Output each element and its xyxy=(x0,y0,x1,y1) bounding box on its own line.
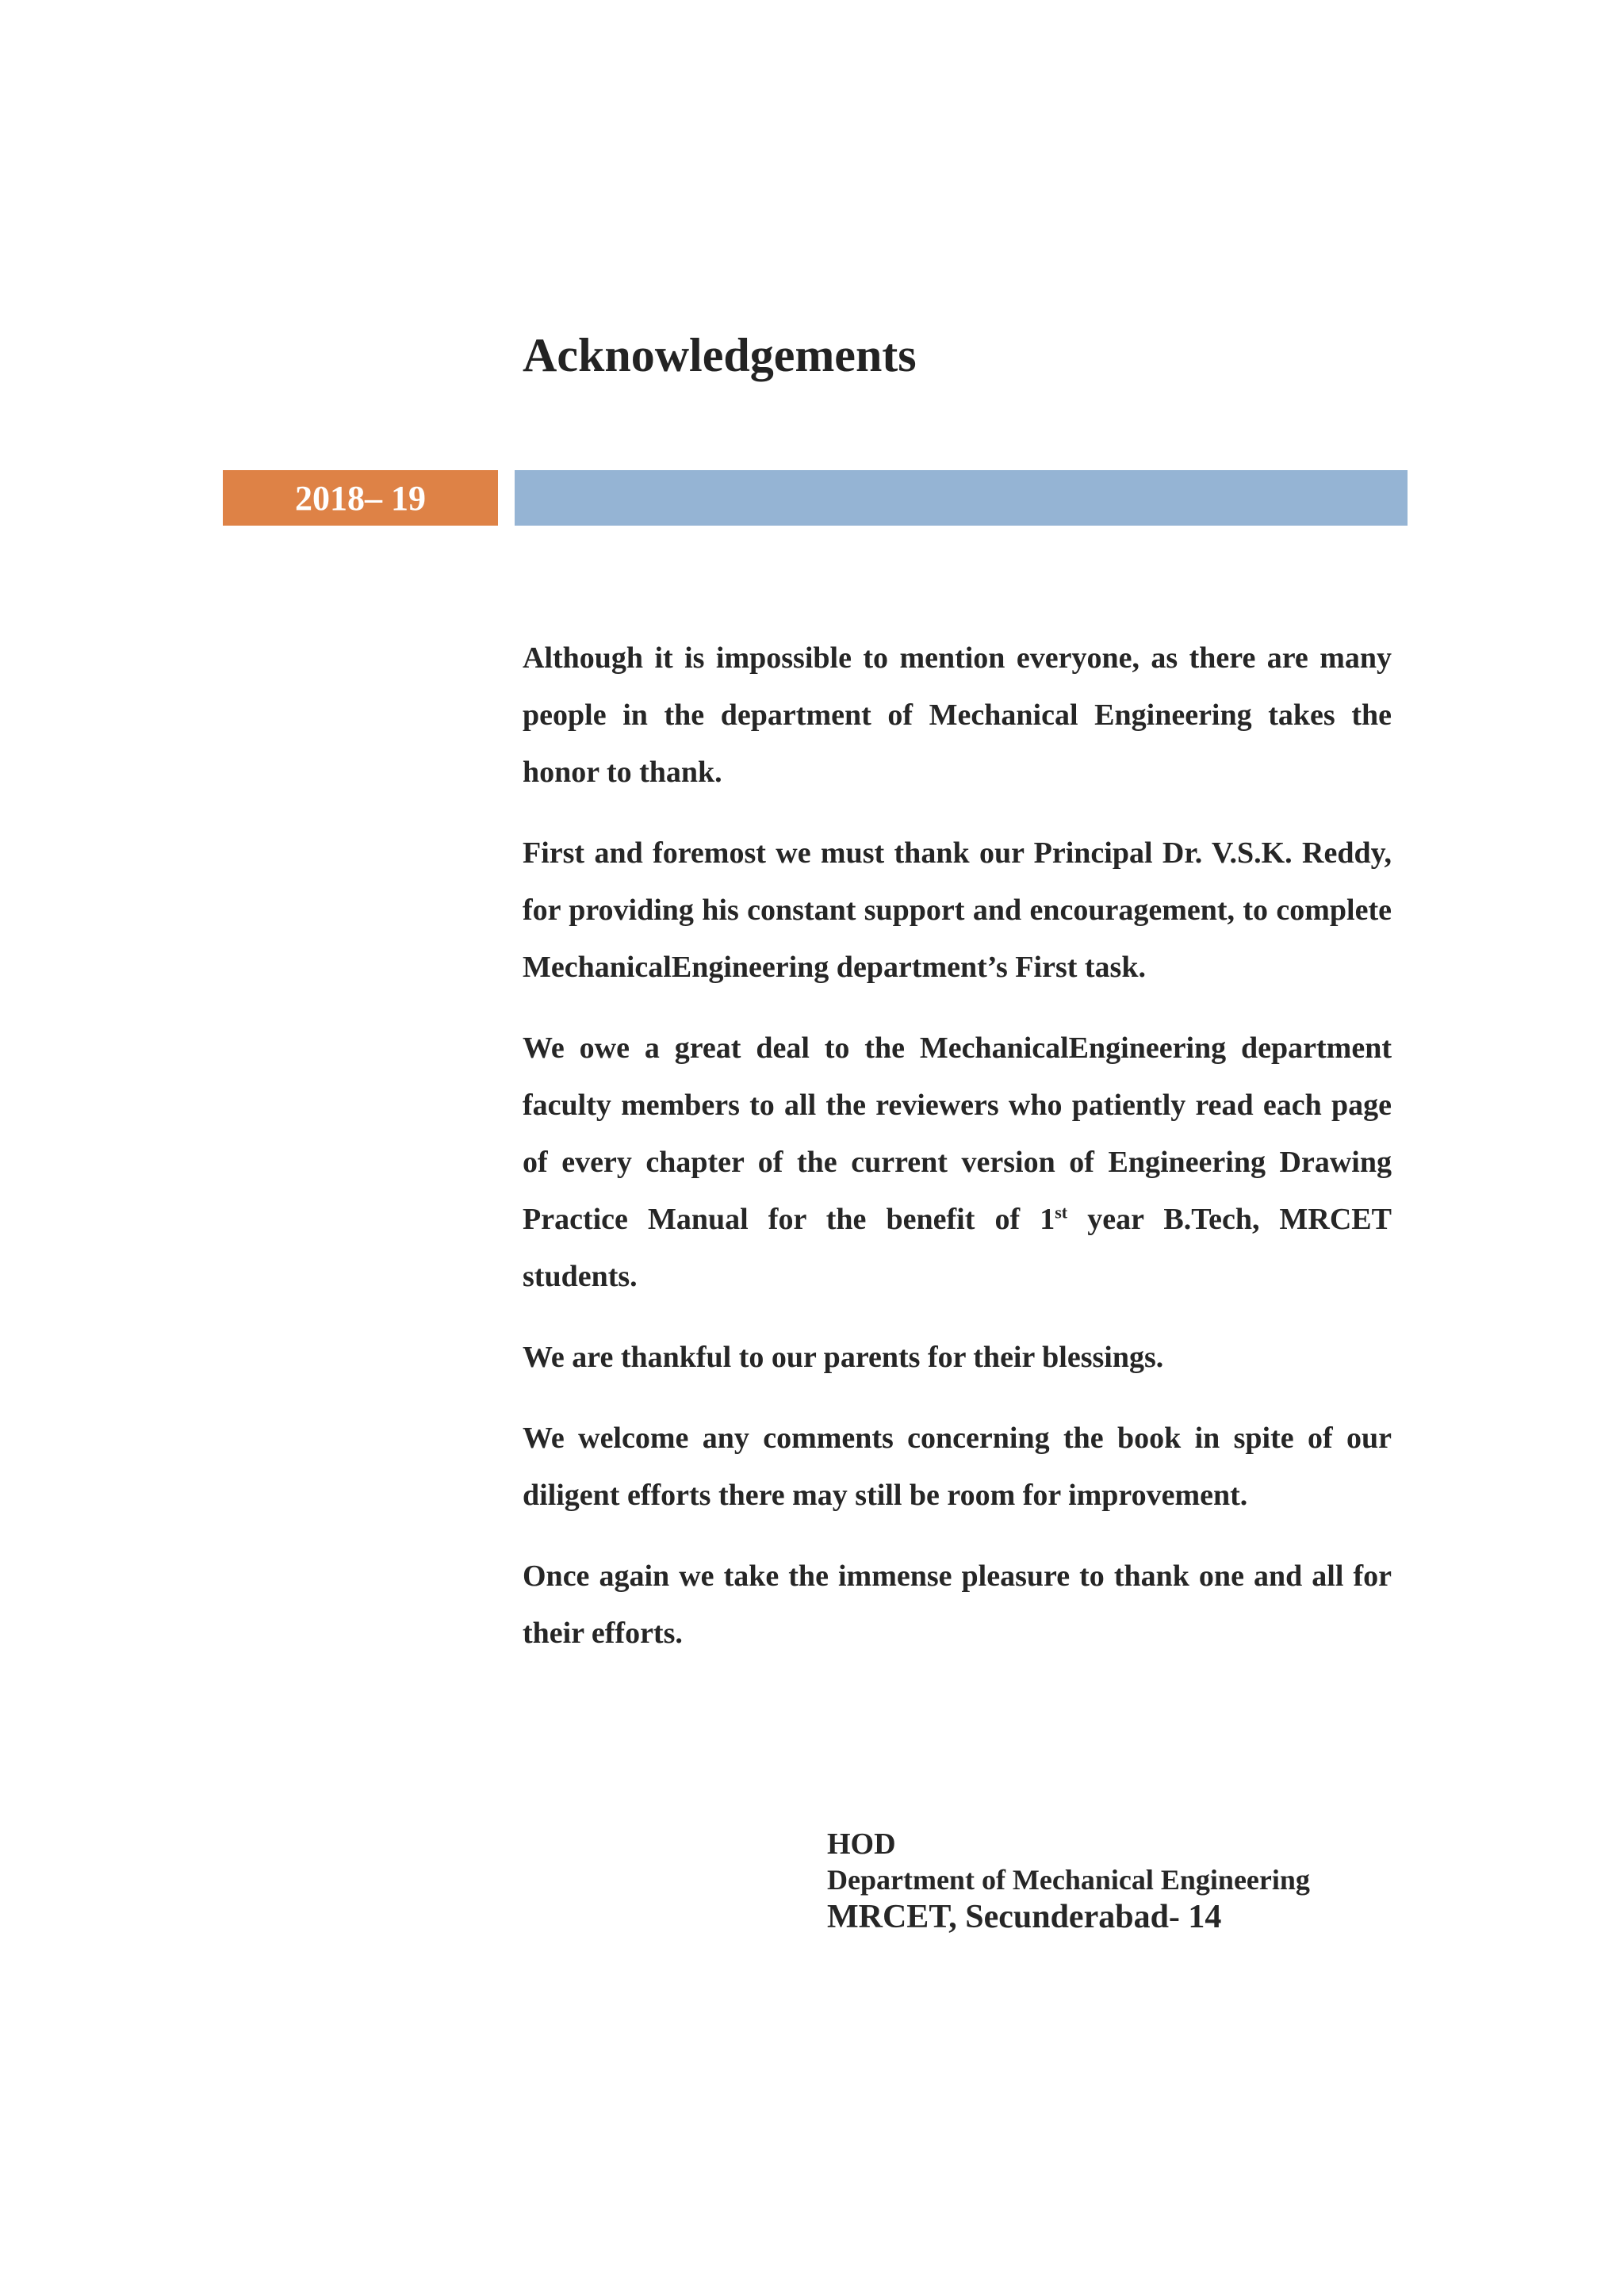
signature-place: MRCET, Secunderabad- 14 xyxy=(827,1899,1222,1935)
header-bar xyxy=(515,470,1408,526)
ordinal-superscript: st xyxy=(1055,1202,1068,1223)
paragraph-faculty-tail: year B.Tech, MRCET students. xyxy=(523,1203,1392,1293)
page-title: Acknowledgements xyxy=(523,329,917,381)
paragraph-closing: Once again we take the immense pleasure to thank one and all for their efforts. xyxy=(523,1559,1392,1650)
paragraph-intro: Although it is impossible to mention everyone, as there are many people in the department of Mechanical Engineering takes the honor to thank. xyxy=(523,641,1392,789)
paragraph-principal: First and foremost we must thank our Principal Dr. V.S.K. Reddy, for providing his constant support and encouragement, to complete MechanicalEngineering department’s First task. xyxy=(523,836,1392,984)
acknowledgement-body xyxy=(523,629,1392,1686)
signature-block xyxy=(827,1826,1310,1937)
signature-role: HOD xyxy=(827,1827,896,1861)
year-label: 2018– 19 xyxy=(295,478,426,518)
paragraph-comments: We welcome any comments concerning the book in spite of our diligent efforts there may still be room for improvement. xyxy=(523,1422,1392,1512)
paragraph-parents: We are thankful to our parents for their blessings. xyxy=(523,1341,1164,1374)
year-badge xyxy=(223,470,498,526)
paragraph-faculty xyxy=(523,1020,1392,1305)
signature-department: Department of Mechanical Engineering xyxy=(827,1864,1310,1896)
paragraph-faculty-text: We owe a great deal to the MechanicalEngineering department faculty members to all the reviewers who patiently read each page of every chapter of the current version of Engineering Drawing Practice Manual for the benefit of 1 xyxy=(523,1031,1392,1236)
